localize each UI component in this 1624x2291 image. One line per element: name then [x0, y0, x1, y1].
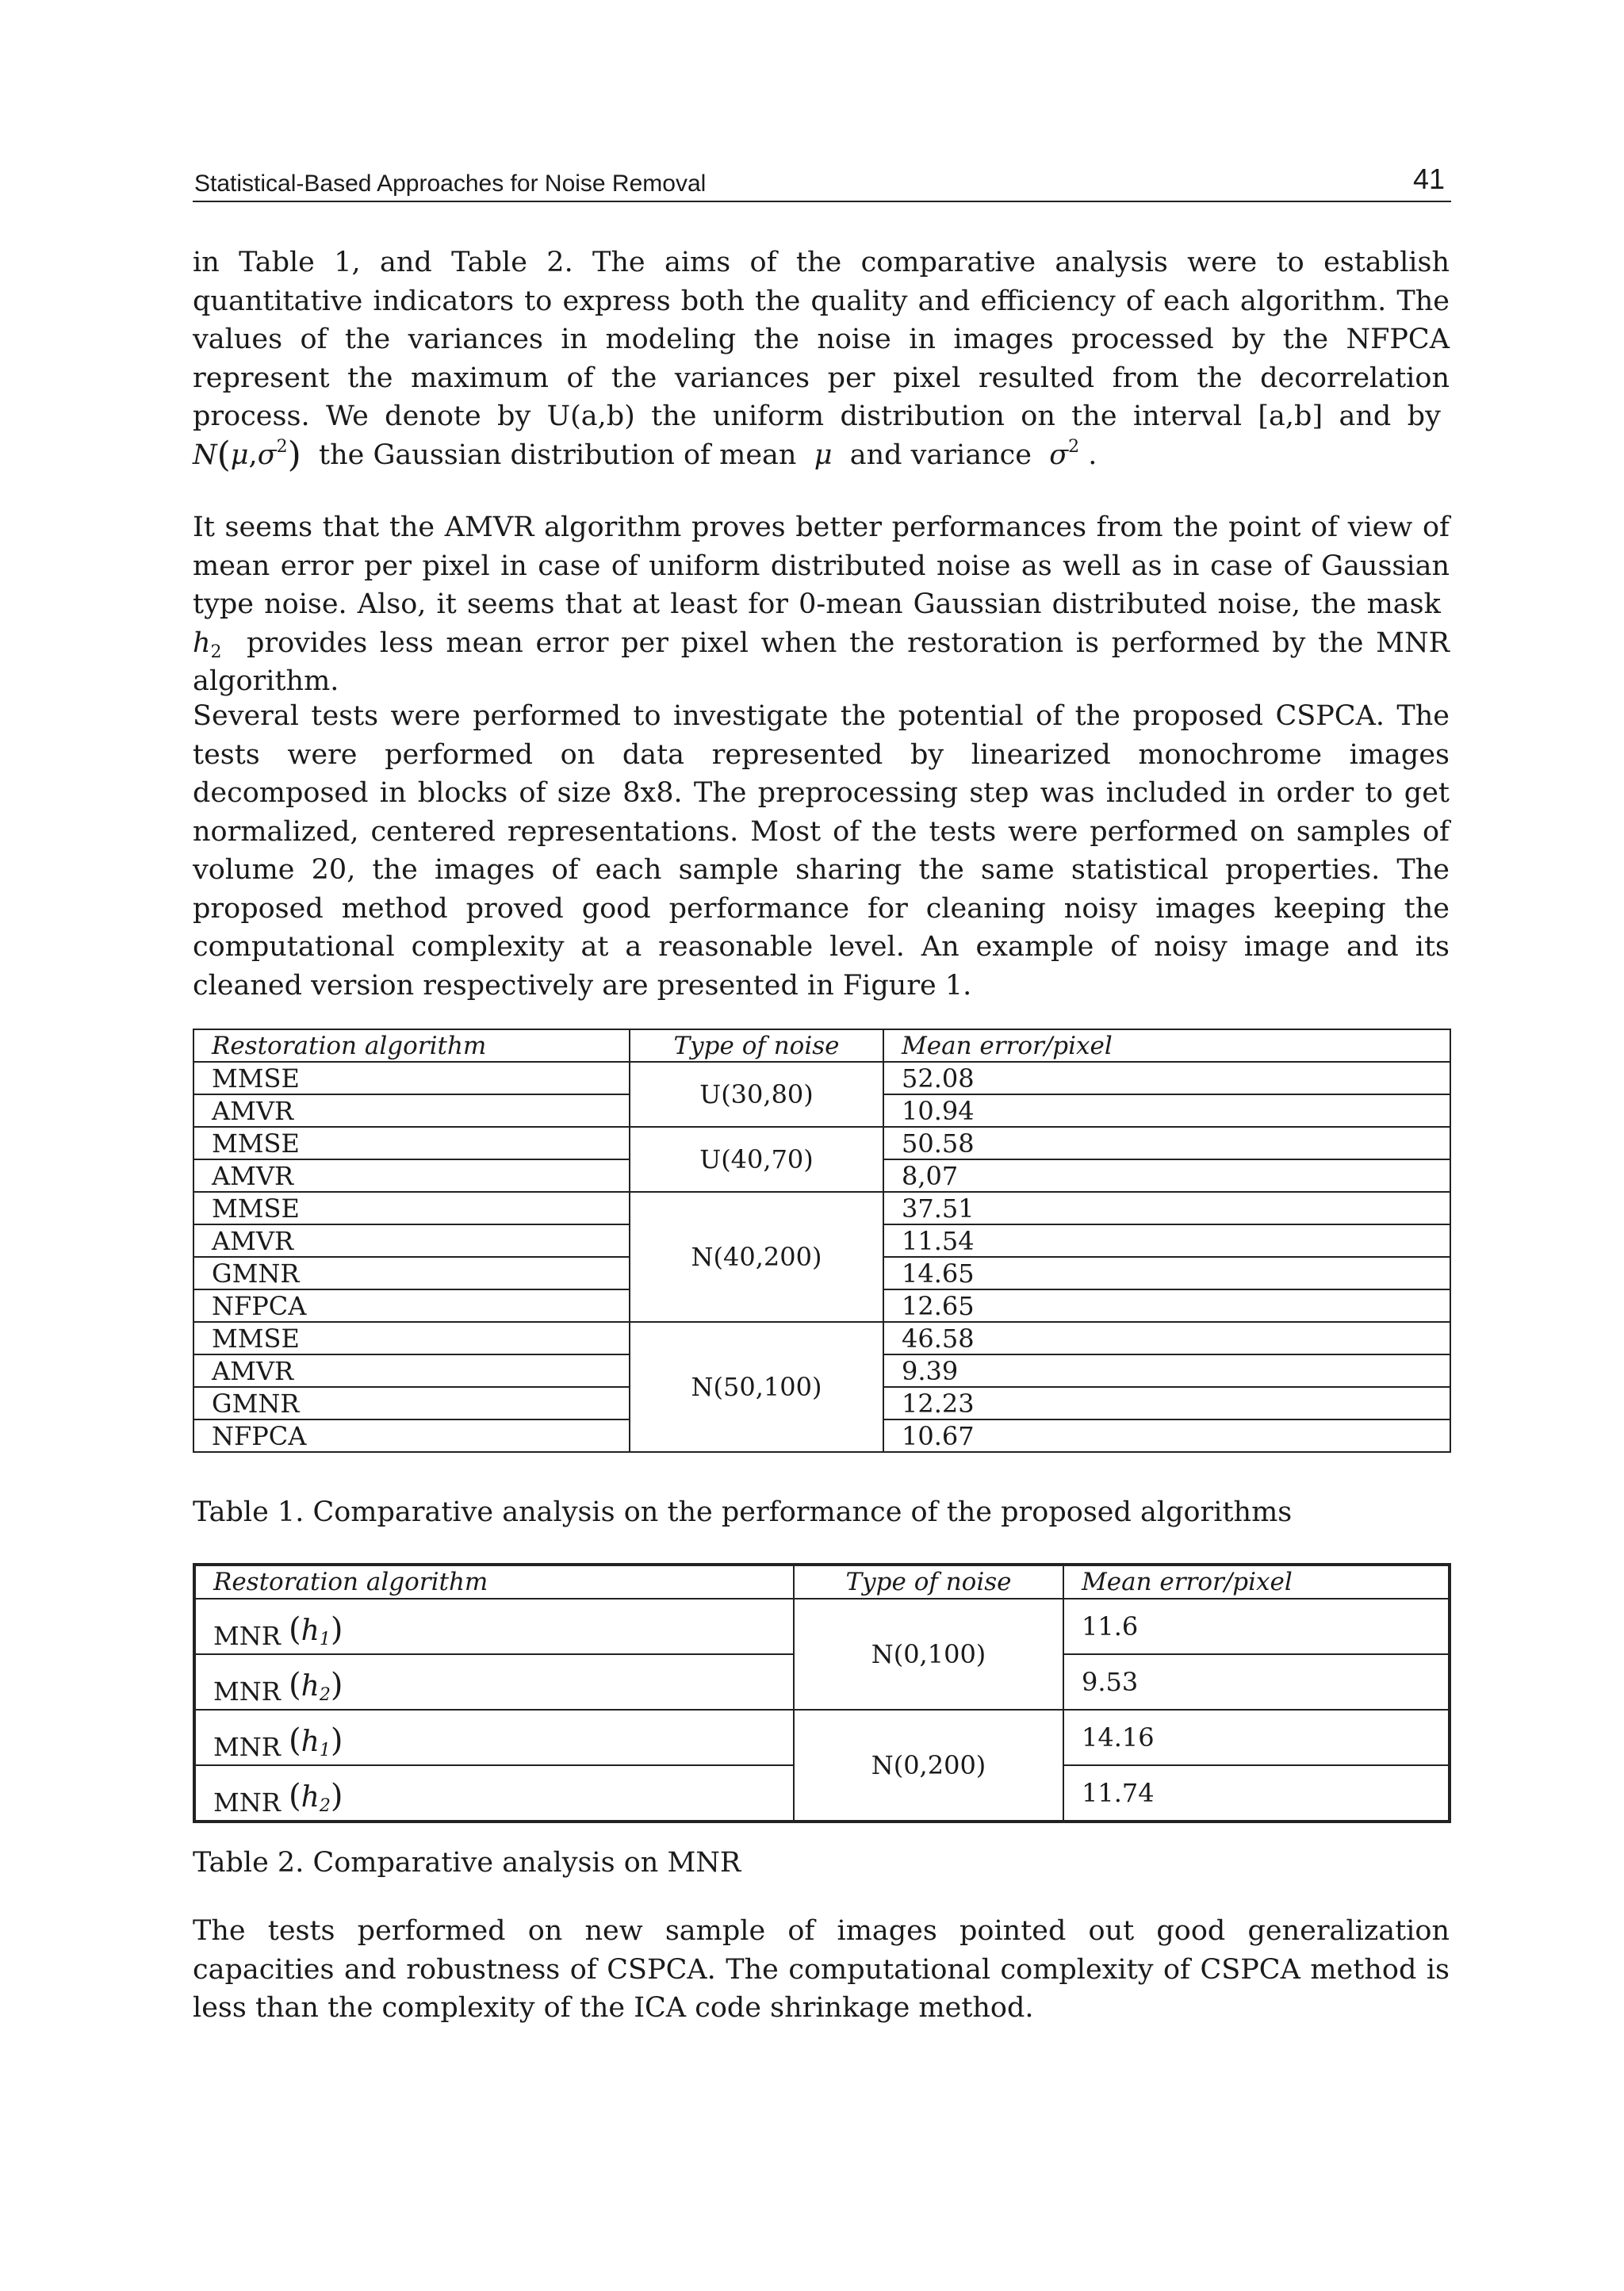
algorithm-cell: AMVR: [193, 1094, 630, 1127]
error-cell: 12.23: [883, 1387, 1450, 1419]
error-cell: 11.74: [1063, 1765, 1450, 1822]
error-cell: 46.58: [883, 1322, 1450, 1354]
header-error: Mean error/pixel: [1063, 1565, 1450, 1599]
algorithm-cell: NFPCA: [193, 1419, 630, 1452]
table-row: [193, 1192, 1450, 1224]
error-cell: 37.51: [883, 1192, 1450, 1224]
error-cell: 50.58: [883, 1127, 1450, 1159]
header-algorithm: Restoration algorithm: [193, 1029, 630, 1062]
algorithm-cell: MNR (h2): [194, 1765, 794, 1822]
noise-cell: N(50,100): [630, 1322, 883, 1452]
header-error: Mean error/pixel: [883, 1029, 1450, 1062]
algorithm-cell: AMVR: [193, 1224, 630, 1257]
algorithm-cell: MNR (h2): [194, 1654, 794, 1710]
error-cell: 10.94: [883, 1094, 1450, 1127]
header-noise: Type of noise: [630, 1029, 883, 1062]
algorithm-cell: MNR (h1): [194, 1710, 794, 1765]
error-cell: 10.67: [883, 1419, 1450, 1452]
noise-cell: N(0,100): [794, 1599, 1063, 1710]
error-cell: 11.54: [883, 1224, 1450, 1257]
paragraph-1: in Table 1, and Table 2. The aims of the comparative analysis were to establish quantitative indicators to express both the quality and efficiency of each algorithm. The values of the variances in modeling the noise in images processed by the NFPCA represent the maximum of the variances per pixel resulted from the decorrelation process. We denote by U(a,b) the uniform distribution on the interval [a,b] and by $N(\mu,\sigma^2)$ the Gaussian distribution of mean μ and variance $\sigma^2$ .: [193, 247, 1450, 475]
algorithm-cell: NFPCA: [193, 1289, 630, 1322]
error-cell: 14.65: [883, 1257, 1450, 1289]
table-row: [194, 1599, 1450, 1654]
algorithm-cell: MMSE: [193, 1127, 630, 1159]
running-head: Statistical-Based Approaches for Noise Removal: [194, 170, 707, 197]
page-header: [193, 164, 1451, 202]
algorithm-cell: MMSE: [193, 1322, 630, 1354]
algorithm-cell: AMVR: [193, 1354, 630, 1387]
algorithm-cell: MNR (h1): [194, 1599, 794, 1654]
paragraph-4: The tests performed on new sample of images pointed out good generalization capacities and robustness of CSPCA. The computational complexity of CSPCA method is less than the complexity of the ICA code shrinkage method.: [193, 1915, 1450, 2024]
noise-cell: N(0,200): [794, 1710, 1063, 1822]
table-1: [193, 1029, 1451, 1453]
error-cell: 14.16: [1063, 1710, 1450, 1765]
table-row: [194, 1710, 1450, 1765]
algorithm-cell: GMNR: [193, 1387, 630, 1419]
paragraph-2: It seems that the AMVR algorithm proves better performances from the point of view of mean error per pixel in case of uniform distributed noise as well as in case of Gaussian type noise. Also, it seems that at least for 0-mean Gaussian distributed noise, the mask $h_2$ provides less mean error per pixel when the restoration is performed by the MNR algorithm.: [193, 511, 1450, 697]
noise-cell: U(30,80): [630, 1062, 883, 1127]
table-header-row: [194, 1565, 1450, 1599]
error-cell: 8,07: [883, 1159, 1450, 1192]
page-number: 41: [1412, 163, 1445, 195]
algorithm-cell: GMNR: [193, 1257, 630, 1289]
error-cell: 9.39: [883, 1354, 1450, 1387]
algorithm-cell: MMSE: [193, 1062, 630, 1094]
table-2: [193, 1563, 1451, 1823]
header-algorithm: Restoration algorithm: [194, 1565, 794, 1599]
error-cell: 9.53: [1063, 1654, 1450, 1710]
algorithm-cell: AMVR: [193, 1159, 630, 1192]
table-2-caption: Table 2. Comparative analysis on MNR: [193, 1847, 741, 1879]
error-cell: 52.08: [883, 1062, 1450, 1094]
table-row: [193, 1127, 1450, 1159]
error-cell: 12.65: [883, 1289, 1450, 1322]
error-cell: 11.6: [1063, 1599, 1450, 1654]
table-header-row: [193, 1029, 1450, 1062]
table-1-caption: Table 1. Comparative analysis on the performance of the proposed algorithms: [193, 1496, 1293, 1528]
header-noise: Type of noise: [794, 1565, 1063, 1599]
table-row: [193, 1322, 1450, 1354]
paragraph-3: Several tests were performed to investigate the potential of the proposed CSPCA. The tests were performed on data represented by linearized monochrome images decomposed in blocks of size 8x8. The preprocessing step was included in order to get normalized, centered representations. Most of the tests were performed on samples of volume 20, the images of each sample sharing the same statistical properties. The proposed method proved good performance for cleaning noisy images keeping the computational complexity at a reasonable level. An example of noisy image and its cleaned version respectively are presented in Figure 1.: [193, 700, 1450, 1002]
algorithm-cell: MMSE: [193, 1192, 630, 1224]
noise-cell: N(40,200): [630, 1192, 883, 1322]
table-row: [193, 1062, 1450, 1094]
noise-cell: U(40,70): [630, 1127, 883, 1192]
